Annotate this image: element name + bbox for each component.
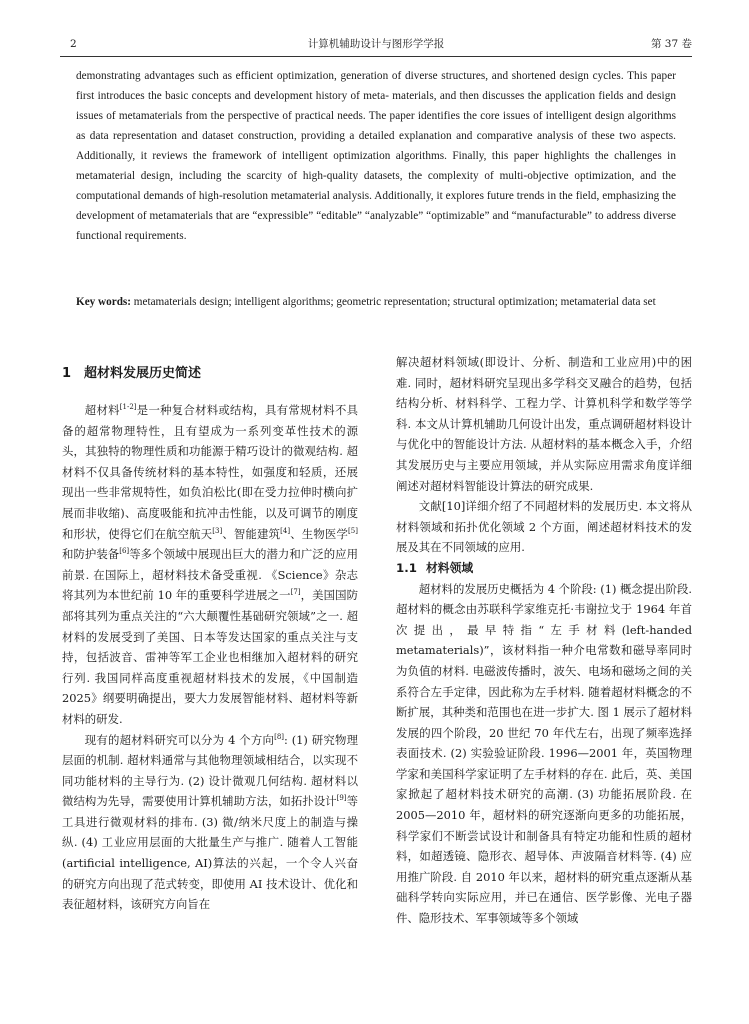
keywords-text: metamaterials design; intelligent algorithms; geometric representation; structural optimization; metamaterial data set <box>131 296 656 308</box>
citation: [6] <box>119 547 130 556</box>
section-number: 1 <box>62 366 72 381</box>
right-column <box>396 352 692 929</box>
citation: [8] <box>274 732 285 741</box>
page-number: 2 <box>70 38 77 50</box>
running-header <box>60 36 692 52</box>
volume-label: 第 37 卷 <box>650 38 692 50</box>
keywords <box>76 292 676 312</box>
header-rule <box>60 56 692 57</box>
left-column <box>62 352 358 915</box>
citation: [3] <box>212 526 223 535</box>
abstract-text: demonstrating advantages such as efficient optimization, generation of diverse structures, and shortened design cycles. This paper first introduces the basic concepts and development history of meta- materials, and then discusses the application fields and design issues of metamaterials from the perspective of practical needs. The paper identifies the core issues of intelligent design algorithms as data representation and dataset construction, providing a detailed explanation and comparative analysis of these two aspects. Additionally, it reviews the framework of intelligent optimization algorithms. Finally, this paper highlights the challenges in metamaterial design, including the scarcity of high-quality datasets, the complexity of multi-objective optimization, and the computational demands of high-resolution metamaterial analysis. Additionally, it explores future trends in the field, emphasizing the development of metamaterials that are “expressible” “editable” “analyzable” “optimizable” and “manufacturable” to address diverse functional requirements. <box>76 70 676 242</box>
citation: [7] <box>290 588 301 597</box>
paragraph: 文献[10]详细介绍了不同超材料的发展历史. 本文将从材料领域和拓扑优化领域 2 个方面，阐述超材料技术的发展及其在不同领域的应用. <box>396 499 692 555</box>
paragraph: 超材料[1-2]是一种复合材料或结构，具有常规材料不具备的超常物理特性，且有望成为一系列变革性技术的源头，其独特的物理性质和功能源于精巧设计的微观结构. 超材料不仅具备传统材料的基本特性，如强度和轻质，还展现出一些非常规特性，如负泊松比(即在受力拉伸时横向扩展而非收缩)、高度吸能和抗冲击性能，以及可调节的刚度和形状，使得它们在航空航天[3]、智能建筑[4]、生物医学[5]和防护装备[6]等多个领域中展现出巨大的潜力和广泛的应用前景. 在国际上，超材料技术备受重视. 《Science》杂志将其列为本世纪前 10 年的重要科学进展之一[7]，美国国防部将其列为重点关注的“六大颠覆性基础研究领域”之一. 超材料的发展受到了美国、日本等发达国家的重点关注与支持，包括波音、雷神等军工企业也相继加入超材料的研究行列. 我国同样高度重视超材料技术的发展，《中国制造 2025》纲要明确提出，要大力发展智能材料、超材料等新材料的研发. <box>62 403 358 726</box>
section-heading <box>62 364 358 384</box>
journal-title: 计算机辅助设计与图形学学报 <box>307 38 445 50</box>
paragraph: 现有的超材料研究可以分为 4 个方向[8]: (1) 研究物理层面的机制. 超材料通常与其他物理领域相结合，以实现不同功能材料的主导行为. (2) 设计微观几何结构. 超材料以微结构为先导，需要使用计算机辅助方法，如拓扑设计[9]等工具进行微观材料的排布. (3) 微/纳米尺度上的制造与操纵. (4) 工业应用层面的大批量生产与推广. 随着人工智能(artificial intelligence, AI)算法的兴起，一个令人兴奋的研究方向出现了范式转变，即使用 AI 技术设计、优化和表征超材料，该研究方向旨在 <box>62 732 358 912</box>
paragraph: 解决超材料领域(即设计、分析、制造和工业应用)中的困难. 同时，超材料研究呈现出多学科交叉融合的趋势，包括结构分析、材料科学、工程力学、计算机科学和数学等学科. 本文从计算机辅助几何设计出发，重点调研超材料设计与优化中的智能设计方法. 从超材料的基本概念入手，介绍其发展历史与主要应用领域，并从实际应用需求角度详细阐述对超材料智能设计算法的研究成果. <box>396 355 692 493</box>
section-title: 超材料发展历史简述 <box>84 366 202 381</box>
subsection-heading <box>396 558 692 579</box>
subsection-number: 1.1 <box>396 560 417 575</box>
citation: [5] <box>348 526 358 535</box>
citation: [4] <box>280 526 291 535</box>
subsection-title: 材料领域 <box>426 560 474 575</box>
keywords-label: Key words: <box>76 296 131 308</box>
citation: [1-2] <box>119 403 137 412</box>
paragraph: 超材料的发展历史概括为 4 个阶段: (1) 概念提出阶段. 超材料的概念由苏联科学家维克托·韦谢拉戈于 1964 年首次提出，最早特指“左手材料(left-handed metamaterials)”，该材料指一种介电常数和磁导率同时为负值的材料. 电磁波传播时，波矢、电场和磁场之间的关系符合左手定律，因此称为左手材料. 随着超材料概念的不断扩展，其种类和范围也在进一步扩大. 图 1 展示了超材料发展的四个阶段，20 世纪 70 年代左右，出现了频率选择表面技术. (2) 实验验证阶段. 1996—2001 年，英国物理学家和美国科学家证明了左手材料的存在. 此后，英、美国家掀起了超材料技术研究的高潮. (3) 功能拓展阶段. 在 2005—2010 年，超材料的研究逐渐向更多的功能拓展，科学家们不断尝试设计和制备具有特定功能和性质的超材料，如超透镜、隐形衣、超导体、声波隔音材料等. (4) 应用推广阶段. 自 2010 年以来，超材料的研究重点逐渐从基础科学转向实际应用，并已在通信、医学影像、光电子器件、隐形技术、军事领域等多个领域 <box>396 581 692 926</box>
citation: [9] <box>336 794 347 803</box>
